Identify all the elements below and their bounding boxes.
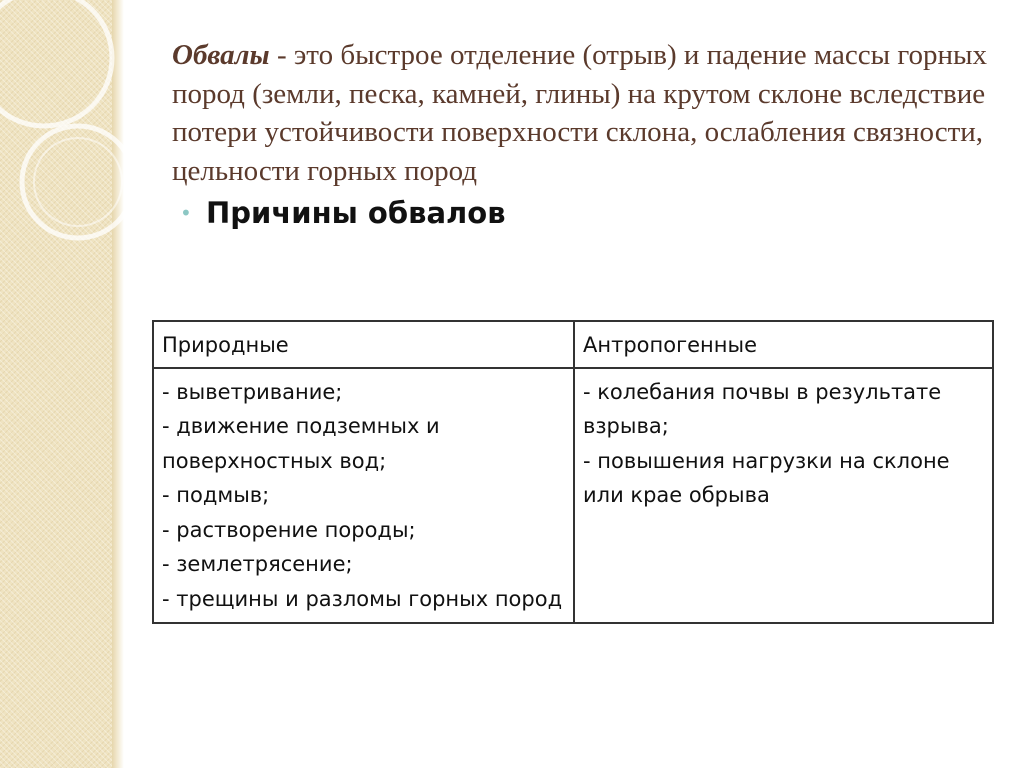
table-header-row: [153, 321, 993, 368]
header-anthropogenic: Антропогенные: [574, 321, 993, 368]
list-item: - трещины и разломы горных пород: [162, 586, 563, 611]
list-item: - землетрясение;: [162, 552, 353, 576]
anthropogenic-causes-cell: [574, 368, 993, 624]
causes-table: [152, 320, 994, 624]
definition-term: Обвалы: [172, 39, 270, 71]
bullet-icon: •: [180, 201, 192, 225]
list-item: - выветривание;: [162, 379, 343, 404]
causes-heading: [180, 196, 992, 230]
list-item: - колебания почвы в результате взрыва;: [583, 379, 942, 438]
list-item: - движение подземных и поверхностных вод;: [162, 414, 440, 473]
definition-paragraph: [172, 36, 992, 190]
header-natural: Природные: [153, 321, 574, 368]
natural-causes-cell: [153, 368, 574, 624]
list-item: - повышения нагрузки на склоне или крае обрыва: [583, 448, 950, 507]
slide-content: [172, 36, 992, 230]
table-row: [153, 368, 993, 624]
list-item: - подмыв;: [162, 483, 270, 507]
decorative-rings: [0, 0, 124, 260]
definition-text: - это быстрое отделение (отрыв) и падение массы горных пород (земли, песка, камней, глины) на крутом склоне вследствие потери устойчивости поверхности склона, ослабления связности, цельности горных пород: [172, 39, 987, 187]
causes-heading-text: Причины обвалов: [206, 196, 506, 230]
list-item: - растворение породы;: [162, 517, 416, 542]
